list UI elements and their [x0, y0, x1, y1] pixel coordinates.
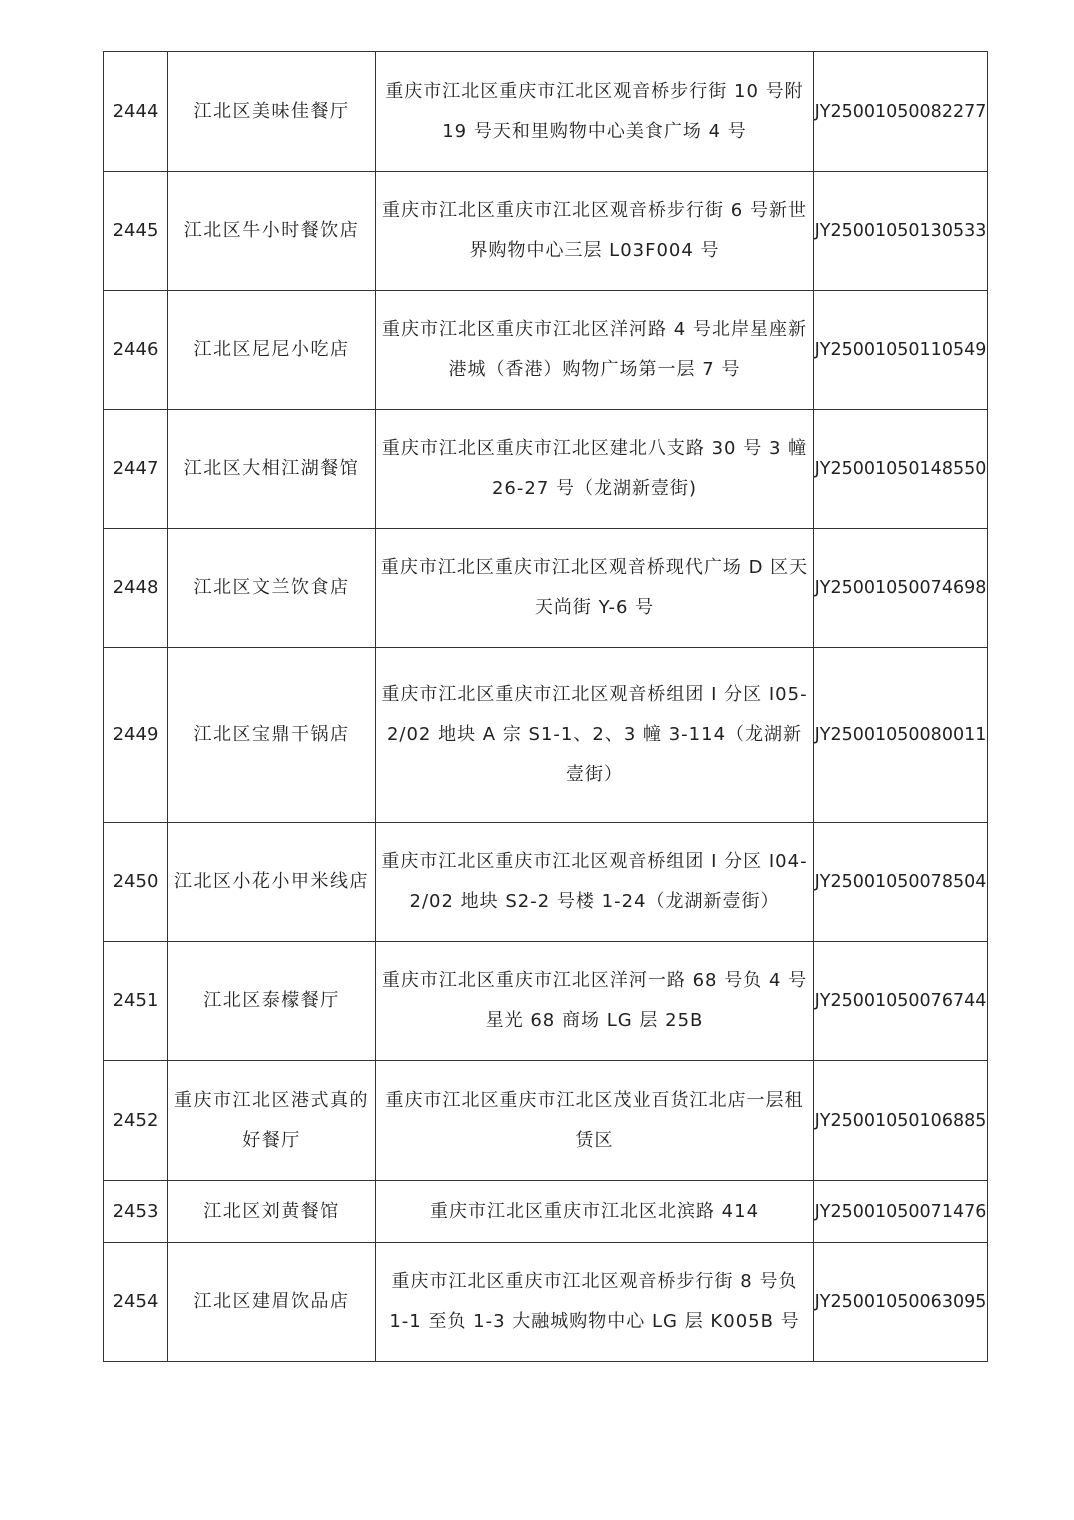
row-number: 2447: [104, 410, 168, 529]
business-name: 江北区建眉饮品店: [168, 1243, 376, 1362]
row-number: 2450: [104, 823, 168, 942]
license-number: JY25001050148550: [814, 410, 988, 529]
records-table: [103, 51, 988, 1362]
license-number: JY25001050078504: [814, 823, 988, 942]
business-name: 江北区牛小时餐饮店: [168, 172, 376, 291]
row-number: 2446: [104, 291, 168, 410]
table-row: [104, 410, 988, 529]
business-address: 重庆市江北区重庆市江北区洋河一路 68 号负 4 号星光 68 商场 LG 层 25B: [376, 942, 814, 1061]
business-address: 重庆市江北区重庆市江北区观音桥步行街 8 号负 1-1 至负 1-3 大融城购物中心 LG 层 K005B 号: [376, 1243, 814, 1362]
business-name: 重庆市江北区港式真的好餐厅: [168, 1061, 376, 1181]
license-number: JY25001050076744: [814, 942, 988, 1061]
business-address: 重庆市江北区重庆市江北区洋河路 4 号北岸星座新港城（香港）购物广场第一层 7 号: [376, 291, 814, 410]
business-name: 江北区美味佳餐厅: [168, 52, 376, 172]
business-name: 江北区尼尼小吃店: [168, 291, 376, 410]
row-number: 2452: [104, 1061, 168, 1181]
business-name: 江北区文兰饮食店: [168, 529, 376, 648]
row-number: 2449: [104, 648, 168, 823]
license-number: JY25001050074698: [814, 529, 988, 648]
business-name: 江北区刘黄餐馆: [168, 1181, 376, 1243]
row-number: 2453: [104, 1181, 168, 1243]
license-number: JY25001050130533: [814, 172, 988, 291]
business-name: 江北区宝鼎干锅店: [168, 648, 376, 823]
license-number: JY25001050080011: [814, 648, 988, 823]
row-number: 2448: [104, 529, 168, 648]
table-row: [104, 648, 988, 823]
business-address: 重庆市江北区重庆市江北区观音桥组团 I 分区 I04-2/02 地块 S2-2 号楼 1-24（龙湖新壹街）: [376, 823, 814, 942]
table-row: [104, 172, 988, 291]
row-number: 2445: [104, 172, 168, 291]
business-address: 重庆市江北区重庆市江北区建北八支路 30 号 3 幢 26-27 号（龙湖新壹街): [376, 410, 814, 529]
business-name: 江北区泰檬餐厅: [168, 942, 376, 1061]
table-row: [104, 1243, 988, 1362]
business-name: 江北区大相江湖餐馆: [168, 410, 376, 529]
license-number: JY25001050071476: [814, 1181, 988, 1243]
license-number: JY25001050106885: [814, 1061, 988, 1181]
business-name: 江北区小花小甲米线店: [168, 823, 376, 942]
business-address: 重庆市江北区重庆市江北区观音桥步行街 6 号新世界购物中心三层 L03F004 号: [376, 172, 814, 291]
license-number: JY25001050082277: [814, 52, 988, 172]
table-row: [104, 823, 988, 942]
table-row: [104, 942, 988, 1061]
business-address: 重庆市江北区重庆市江北区观音桥现代广场 D 区天天尚街 Y-6 号: [376, 529, 814, 648]
business-address: 重庆市江北区重庆市江北区茂业百货江北店一层租赁区: [376, 1061, 814, 1181]
table-row: [104, 1181, 988, 1243]
table-row: [104, 529, 988, 648]
license-number: JY25001050110549: [814, 291, 988, 410]
table-row: [104, 1061, 988, 1181]
license-number: JY25001050063095: [814, 1243, 988, 1362]
table-row: [104, 291, 988, 410]
business-address: 重庆市江北区重庆市江北区北滨路 414: [376, 1181, 814, 1243]
row-number: 2444: [104, 52, 168, 172]
row-number: 2451: [104, 942, 168, 1061]
row-number: 2454: [104, 1243, 168, 1362]
business-address: 重庆市江北区重庆市江北区观音桥组团 I 分区 I05-2/02 地块 A 宗 S1-1、2、3 幢 3-114（龙湖新壹街）: [376, 648, 814, 823]
table-row: [104, 52, 988, 172]
business-address: 重庆市江北区重庆市江北区观音桥步行街 10 号附 19 号天和里购物中心美食广场 4 号: [376, 52, 814, 172]
